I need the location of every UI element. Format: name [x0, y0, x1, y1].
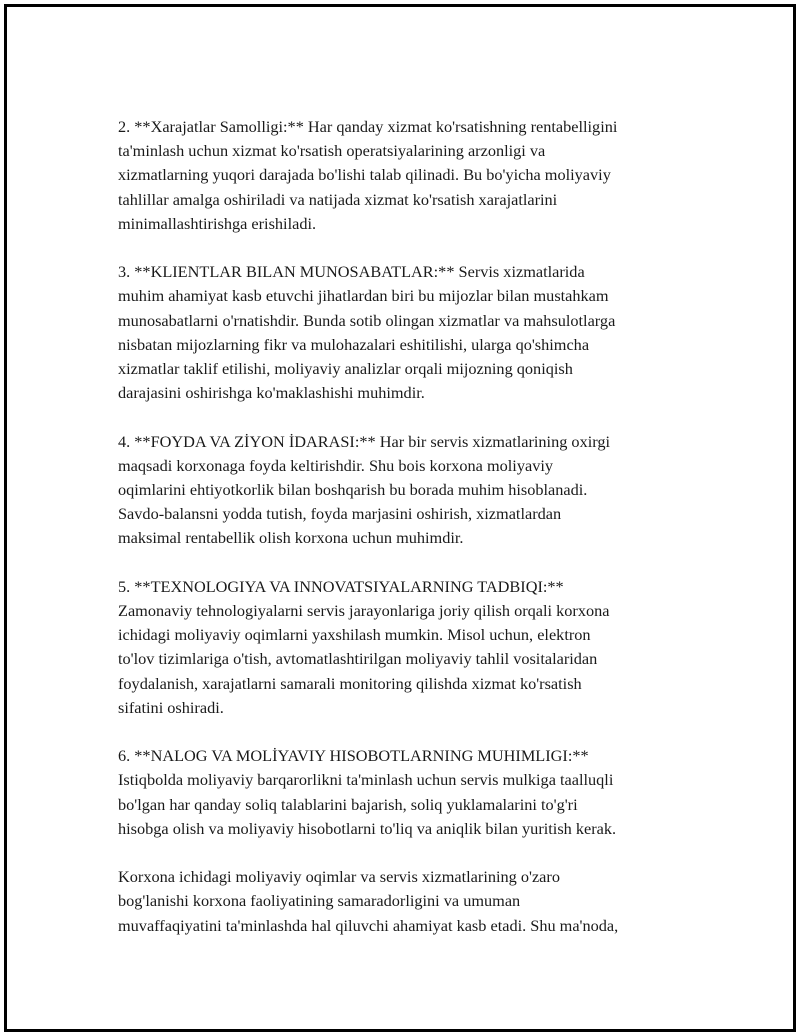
- paragraph-conclusion: Korxona ichidagi moliyaviy oqimlar va servis xizmatlarining o'zaro bog'lanishi korxona faoliyatining samaradorligini va umuman muvaffaqiyatini ta'minlashda hal qiluvchi ahamiyat kasb etadi. Shu ma'noda,: [118, 867, 619, 935]
- document-body: [118, 115, 698, 962]
- paragraph-client-relations: 3. **KLIENTLAR BILAN MUNOSABATLAR:** Servis xizmatlarida muhim ahamiyat kasb etuvchi jihatlardan biri bu mijozlar bilan mustahkam munosabatlarni o'rnatishdir. Bunda sotib olingan xizmatlar va mahsulotlarga nisbatan mijozlarning fikr va mulohazalari eshitilishi, ularga qo'shimcha xizmatlar taklif etilishi, moliyaviy analizlar orqali mijozning qoniqish darajasini oshirishga ko'maklashishi muhimdir.: [118, 262, 616, 403]
- paragraph-cost-efficiency: 2. **Xarajatlar Samolligi:** Har qanday xizmat ko'rsatishning rentabelligini ta'minlash uchun xizmat ko'rsatish operatsiyalarining arzonligi va xizmatlarning yuqori darajada bo'lishi talab qilinadi. Bu bo'yicha moliyaviy tahlillar amalga oshiriladi va natijada xizmat ko'rsatish xarajatlarini minimallashtirishga erishiladi.: [118, 117, 618, 233]
- paragraph-profit-loss: 4. **FOYDA VA ZİYON İDARASI:** Har bir servis xizmatlarining oxirgi maqsadi korxonaga foyda keltirishdir. Shu bois korxona moliyaviy oqimlarini ehtiyotkorlik bilan boshqarish bu borada muhim hisoblanadi. Savdo-balansni yodda tutish, foyda marjasini oshirish, xizmatlardan maksimal rentabellik olish korxona uchun muhimdir.: [118, 431, 611, 548]
- paragraph-tax-reporting: 6. **NALOG VA MOLİYAVIY HISOBOTLARNING MUHIMLIGI:** Istiqbolda moliyaviy barqarorlikni ta'minlash uchun servis mulkiga taalluqli bo'lgan har qanday soliq talablarini bajarish, soliq yuklamalarini to'g'ri hisobga olish va moliyaviy hisobotlarni to'liq va aniqlik bilan yuritish kerak.: [118, 746, 617, 838]
- paragraph-technology: 5. **TEXNOLOGIYA VA INNOVATSIYALARNING TADBIQI:** Zamonaviy tehnologiyalarni servis jarayonlariga joriy qilish orqali korxona ichidagi moliyaviy oqimlarni yaxshilash mumkin. Misol uchun, elektron to'lov tizimlariga o'tish, avtomatlashtirilgan moliyaviy tahlil vositalaridan foydalanish, xarajatlarni samarali monitoring qilishda xizmat ko'rsatish sifatini oshiradi.: [118, 576, 610, 717]
